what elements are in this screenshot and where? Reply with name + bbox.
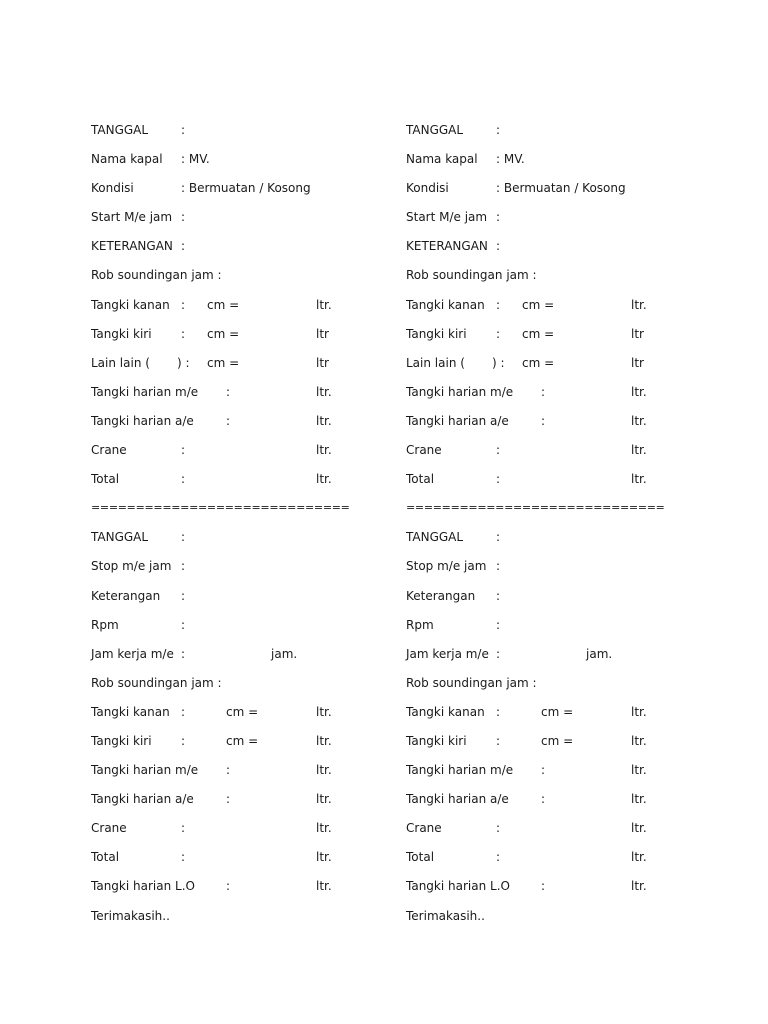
tangki-harian-ae-unit: ltr. <box>316 413 332 428</box>
nama-kapal-row <box>406 149 746 178</box>
crane-unit: ltr. <box>316 821 332 836</box>
tanggal-label: TANGGAL <box>406 530 464 545</box>
tangki-kiri-label: Tangki kiri <box>91 733 152 748</box>
tangki-harian-lo-label: Tangki harian L.O <box>91 879 195 894</box>
rpm-colon: : <box>496 617 501 632</box>
start-me-label: Start M/e jam <box>406 210 488 225</box>
separator-line: ============================= <box>406 501 665 515</box>
tangki-kiri-cm: cm = <box>226 733 259 748</box>
tangki-kanan-label: Tangki kanan <box>91 704 170 719</box>
stop-me-label: Stop m/e jam <box>91 559 172 574</box>
lain-lain-close: ) : <box>177 355 190 370</box>
tangki-harian-ae-unit: ltr. <box>631 413 647 428</box>
tanggal-label: TANGGAL <box>91 123 149 137</box>
separator-row <box>91 498 431 527</box>
rpm-row <box>406 615 746 644</box>
crane-row <box>406 818 746 847</box>
tangki-kiri-label: Tangki kiri <box>91 326 152 341</box>
tangki-harian-me-label: Tangki harian m/e <box>406 384 514 399</box>
keterangan-row <box>91 236 431 265</box>
rob-soundingan-label: Rob soundingan jam : <box>91 675 222 690</box>
tangki-kanan-row <box>91 702 431 731</box>
tangki-kanan-label: Tangki kanan <box>406 704 485 719</box>
closing-text: Terimakasih.. <box>406 908 485 923</box>
tangki-harian-me-unit: ltr. <box>316 763 332 778</box>
tangki-harian-ae-label: Tangki harian a/e <box>406 413 509 428</box>
rob-soundingan-row <box>406 265 746 294</box>
kondisi-value: : Bermuatan / Kosong <box>496 181 626 196</box>
crane-label: Crane <box>406 821 442 836</box>
tangki-harian-me-row <box>91 382 431 411</box>
tangki-kiri-colon: : <box>181 733 186 748</box>
left-report-form <box>91 120 431 935</box>
nama-kapal-label: Nama kapal <box>406 152 478 167</box>
keterangan-colon: : <box>496 588 501 603</box>
total-colon: : <box>181 472 186 487</box>
tangki-harian-me-colon: : <box>541 384 546 399</box>
closing-row <box>406 906 746 935</box>
tangki-kanan-unit: ltr. <box>316 704 332 719</box>
tangki-harian-ae-row <box>406 411 746 440</box>
crane-unit: ltr. <box>316 443 332 458</box>
rob-soundingan-label: Rob soundingan jam : <box>406 675 537 690</box>
tangki-kanan-colon: : <box>181 704 186 719</box>
tangki-kanan-row <box>406 702 746 731</box>
tangki-kiri-unit: ltr. <box>316 733 332 748</box>
keterangan-row <box>406 236 746 265</box>
total-unit: ltr. <box>316 850 332 865</box>
right-report-form <box>406 120 746 935</box>
rpm-label: Rpm <box>91 617 119 632</box>
tangki-kiri-row <box>91 731 431 760</box>
crane-label: Crane <box>406 443 442 458</box>
tangki-kiri-unit: ltr <box>316 326 329 341</box>
crane-label: Crane <box>91 821 127 836</box>
tangki-kanan-row <box>406 295 746 324</box>
tangki-harian-lo-unit: ltr. <box>316 879 332 894</box>
crane-colon: : <box>496 821 501 836</box>
tangki-harian-me-label: Tangki harian m/e <box>406 763 514 778</box>
tangki-kanan-unit: ltr. <box>631 704 647 719</box>
start-me-colon: : <box>496 210 501 225</box>
tangki-kiri-row <box>406 324 746 353</box>
crane-colon: : <box>181 443 186 458</box>
tangki-harian-ae-unit: ltr. <box>316 792 332 807</box>
lain-lain-label: Lain lain ( <box>91 355 150 370</box>
total-label: Total <box>91 472 120 487</box>
tangki-kiri-unit: ltr <box>631 326 644 341</box>
crane-colon: : <box>181 821 186 836</box>
crane-label: Crane <box>91 443 127 458</box>
keterangan-label: KETERANGAN <box>406 239 488 254</box>
total-unit: ltr. <box>316 472 332 487</box>
nama-kapal-label: Nama kapal <box>91 152 163 167</box>
tangki-kiri-cm: cm = <box>522 326 555 341</box>
tangki-harian-me-colon: : <box>541 763 546 778</box>
tangki-harian-me-label: Tangki harian m/e <box>91 763 199 778</box>
tangki-kiri-colon: : <box>496 733 501 748</box>
lain-lain-row <box>91 353 431 382</box>
tanggal-row <box>91 120 431 149</box>
tangki-harian-me-row <box>91 760 431 789</box>
tangki-kiri-label: Tangki kiri <box>406 326 467 341</box>
tangki-harian-lo-colon: : <box>226 879 231 894</box>
tangki-kanan-label: Tangki kanan <box>406 297 485 312</box>
keterangan-row <box>91 586 431 615</box>
tangki-kiri-colon: : <box>496 326 501 341</box>
rob-soundingan-label: Rob soundingan jam : <box>406 268 537 283</box>
stop-me-colon: : <box>181 559 186 574</box>
tangki-harian-ae-colon: : <box>541 413 546 428</box>
tangki-kanan-unit: ltr. <box>316 297 332 312</box>
keterangan-label: KETERANGAN <box>91 239 173 254</box>
start-me-colon: : <box>181 210 186 225</box>
tangki-kiri-colon: : <box>181 326 186 341</box>
jam-kerja-label: Jam kerja m/e <box>406 646 489 661</box>
tangki-kanan-colon: : <box>496 704 501 719</box>
jam-kerja-colon: : <box>181 646 186 661</box>
tangki-kiri-row <box>406 731 746 760</box>
kondisi-label: Kondisi <box>91 181 134 196</box>
tangki-kanan-unit: ltr. <box>631 297 647 312</box>
keterangan-label: Keterangan <box>91 588 161 603</box>
jam-kerja-label: Jam kerja m/e <box>91 646 174 661</box>
lain-lain-unit: ltr <box>631 355 644 370</box>
total-label: Total <box>91 850 120 865</box>
rpm-label: Rpm <box>406 617 434 632</box>
tangki-harian-me-unit: ltr. <box>631 763 647 778</box>
jam-kerja-row <box>406 644 746 673</box>
tangki-kiri-cm: cm = <box>207 326 240 341</box>
tangki-harian-lo-row <box>406 876 746 905</box>
tangki-kanan-label: Tangki kanan <box>91 297 170 312</box>
tangki-harian-lo-unit: ltr. <box>631 879 647 894</box>
lain-lain-row <box>406 353 746 382</box>
tangki-harian-ae-label: Tangki harian a/e <box>91 792 194 807</box>
total-row <box>406 847 746 876</box>
tangki-kiri-cm: cm = <box>541 733 574 748</box>
tangki-harian-lo-label: Tangki harian L.O <box>406 879 510 894</box>
tanggal-label: TANGGAL <box>406 123 464 137</box>
stop-me-label: Stop m/e jam <box>406 559 487 574</box>
tangki-harian-me-row <box>406 382 746 411</box>
tangki-kanan-cm: cm = <box>207 297 240 312</box>
jam-kerja-row <box>91 644 431 673</box>
total-colon: : <box>496 472 501 487</box>
tangki-harian-ae-colon: : <box>226 792 231 807</box>
tanggal-colon: : <box>181 123 186 137</box>
tangki-harian-ae-row <box>91 411 431 440</box>
stop-me-row <box>91 556 431 585</box>
tangki-kiri-label: Tangki kiri <box>406 733 467 748</box>
rob-soundingan-row <box>91 265 431 294</box>
tangki-kanan-cm: cm = <box>226 704 259 719</box>
tangki-harian-me-unit: ltr. <box>316 384 332 399</box>
closing-text: Terimakasih.. <box>91 908 170 923</box>
rob-soundingan-row <box>91 673 431 702</box>
crane-colon: : <box>496 443 501 458</box>
start-me-label: Start M/e jam <box>91 210 173 225</box>
nama-kapal-row <box>91 149 431 178</box>
tanggal-row <box>406 120 746 149</box>
tangki-harian-ae-row <box>91 789 431 818</box>
crane-unit: ltr. <box>631 443 647 458</box>
lain-lain-close: ) : <box>492 355 505 370</box>
keterangan-colon: : <box>181 239 186 254</box>
lain-lain-label: Lain lain ( <box>406 355 465 370</box>
keterangan-colon: : <box>496 239 501 254</box>
tangki-kanan-cm: cm = <box>541 704 574 719</box>
crane-row <box>91 818 431 847</box>
keterangan-colon: : <box>181 588 186 603</box>
keterangan-row <box>406 586 746 615</box>
tanggal-colon: : <box>181 530 186 545</box>
lain-lain-unit: ltr <box>316 355 329 370</box>
total-colon: : <box>496 850 501 865</box>
crane-row <box>91 440 431 469</box>
total-colon: : <box>181 850 186 865</box>
rob-soundingan-label: Rob soundingan jam : <box>91 268 222 283</box>
nama-kapal-value: : MV. <box>181 152 210 167</box>
jam-kerja-unit: jam. <box>586 646 613 661</box>
total-unit: ltr. <box>631 472 647 487</box>
total-row <box>91 847 431 876</box>
tangki-harian-me-label: Tangki harian m/e <box>91 384 199 399</box>
total-label: Total <box>406 850 435 865</box>
tanggal-row <box>91 527 431 556</box>
tangki-kiri-row <box>91 324 431 353</box>
tanggal-label: TANGGAL <box>91 530 149 545</box>
stop-me-row <box>406 556 746 585</box>
total-label: Total <box>406 472 435 487</box>
total-row <box>91 469 431 498</box>
rob-soundingan-row <box>406 673 746 702</box>
lain-lain-cm: cm = <box>522 355 555 370</box>
stop-me-colon: : <box>496 559 501 574</box>
tangki-harian-ae-label: Tangki harian a/e <box>91 413 194 428</box>
tangki-harian-me-unit: ltr. <box>631 384 647 399</box>
jam-kerja-unit: jam. <box>271 646 298 661</box>
separator-row <box>406 498 746 527</box>
tangki-harian-ae-colon: : <box>541 792 546 807</box>
tangki-kanan-colon: : <box>496 297 501 312</box>
tangki-kanan-colon: : <box>181 297 186 312</box>
total-unit: ltr. <box>631 850 647 865</box>
tangki-kiri-unit: ltr. <box>631 733 647 748</box>
rpm-row <box>91 615 431 644</box>
tanggal-colon: : <box>496 123 501 137</box>
total-row <box>406 469 746 498</box>
tangki-kanan-row <box>91 295 431 324</box>
tangki-harian-ae-unit: ltr. <box>631 792 647 807</box>
tangki-harian-me-row <box>406 760 746 789</box>
tangki-harian-me-colon: : <box>226 763 231 778</box>
tangki-harian-ae-row <box>406 789 746 818</box>
tanggal-colon: : <box>496 530 501 545</box>
kondisi-value: : Bermuatan / Kosong <box>181 181 311 196</box>
start-me-row <box>406 207 746 236</box>
kondisi-row <box>91 178 431 207</box>
start-me-row <box>91 207 431 236</box>
tangki-harian-lo-colon: : <box>541 879 546 894</box>
crane-row <box>406 440 746 469</box>
keterangan-label: Keterangan <box>406 588 476 603</box>
tangki-harian-lo-row <box>91 876 431 905</box>
jam-kerja-colon: : <box>496 646 501 661</box>
closing-row <box>91 906 431 935</box>
lain-lain-cm: cm = <box>207 355 240 370</box>
tangki-harian-me-colon: : <box>226 384 231 399</box>
tanggal-row <box>406 527 746 556</box>
nama-kapal-value: : MV. <box>496 152 525 167</box>
tangki-harian-ae-colon: : <box>226 413 231 428</box>
tangki-harian-ae-label: Tangki harian a/e <box>406 792 509 807</box>
rpm-colon: : <box>181 617 186 632</box>
kondisi-label: Kondisi <box>406 181 449 196</box>
separator-line: ============================= <box>91 501 350 515</box>
tangki-kanan-cm: cm = <box>522 297 555 312</box>
crane-unit: ltr. <box>631 821 647 836</box>
kondisi-row <box>406 178 746 207</box>
